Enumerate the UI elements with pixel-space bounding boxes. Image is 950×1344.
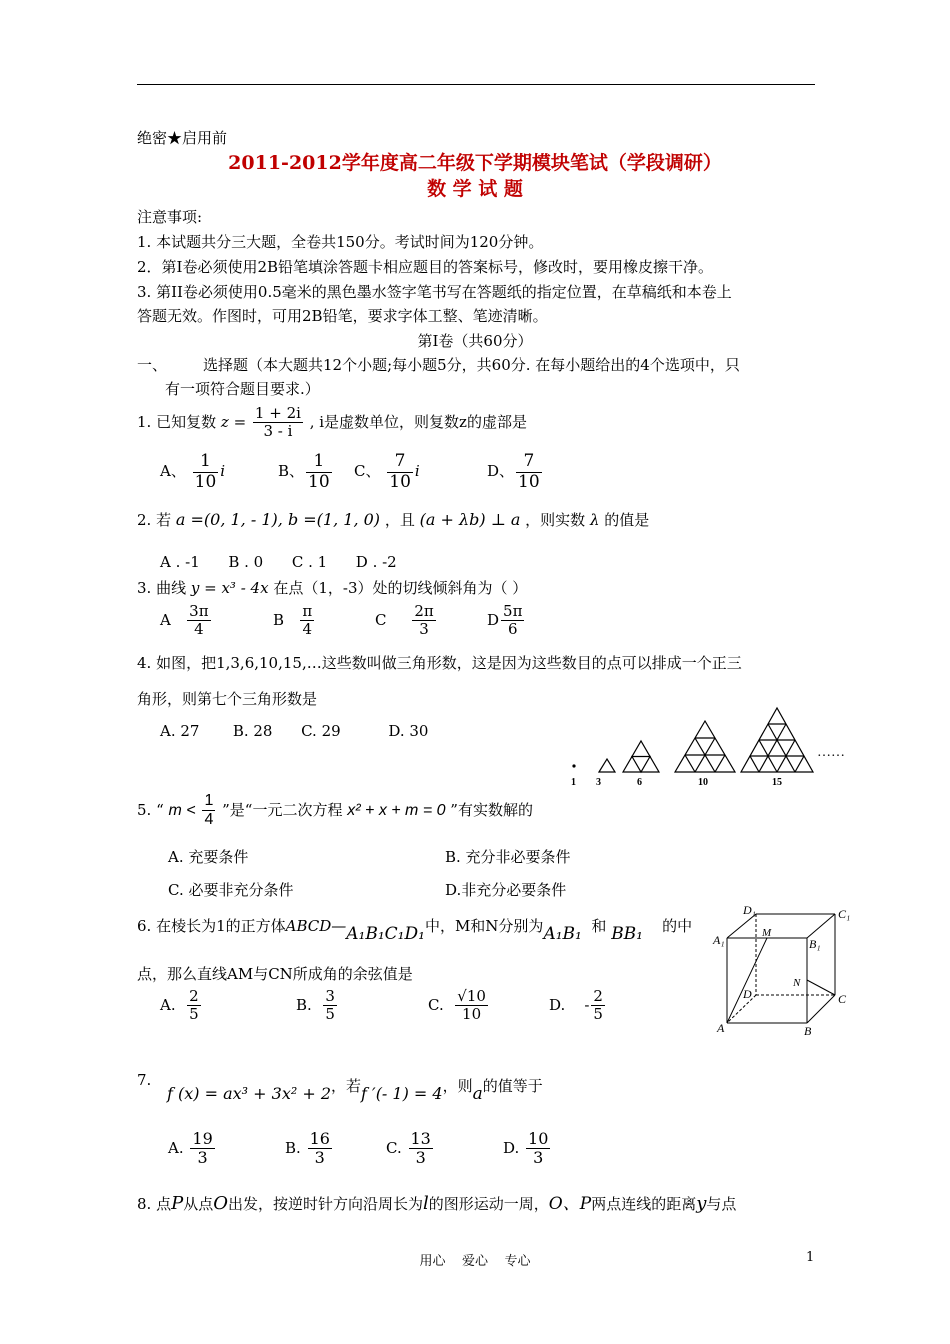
numerator: 19 — [192, 1129, 213, 1148]
option-label: D、 — [487, 462, 515, 481]
question-7-number: 7. — [137, 1071, 152, 1089]
numerator: 1 — [306, 452, 332, 473]
q3-curve: y = x³ - 4x — [190, 579, 269, 597]
denominator: 10 — [194, 471, 217, 492]
part1-heading: 第I卷（共60分） — [417, 332, 533, 350]
q5-option-d[interactable]: D.非充分必要条件 — [445, 881, 567, 899]
option-label: C. — [386, 1138, 402, 1157]
question-7 — [167, 1075, 543, 1104]
section-instructions: 选择题（本大题共12个小题;每小题5分，共60分. 在每小题给出的4个选项中，只 — [203, 356, 740, 374]
option-fraction — [501, 603, 524, 639]
question-6 — [137, 915, 693, 944]
q6-text: 6. 在棱长为1的正方体 — [137, 917, 286, 935]
denominator: 5 — [593, 1005, 603, 1024]
q1-option-a[interactable] — [160, 452, 225, 492]
cube-figure — [710, 900, 855, 1040]
q3-option-c[interactable] — [375, 603, 438, 639]
exam-subject: 数 学 试 题 — [427, 178, 523, 200]
option-fraction — [591, 988, 605, 1024]
denominator: 3 — [533, 1148, 544, 1168]
q6-option-d[interactable] — [549, 988, 607, 1024]
q8-text: 8. 点 — [137, 1195, 172, 1213]
q6-cube-top: A₁B₁C₁D₁ — [346, 924, 425, 944]
option-label: C、 — [354, 462, 381, 481]
numerator: √10 — [457, 987, 486, 1005]
numerator: 13 — [410, 1129, 431, 1148]
vertex-c1: C₁ — [838, 907, 851, 921]
option-fraction — [516, 452, 542, 492]
q1-fraction — [253, 405, 303, 441]
numerator: 2 — [189, 987, 199, 1005]
q1-numerator: 1 + 2i — [254, 404, 301, 422]
denominator: 4 — [194, 620, 204, 639]
q8-point-o: O — [213, 1193, 228, 1214]
q8-text-e: 两点连线的距离 — [591, 1195, 697, 1213]
point-n: N — [793, 977, 801, 989]
option-fraction — [323, 988, 337, 1024]
option-label: A — [160, 610, 171, 629]
q6-cube: ABCD— — [285, 917, 347, 935]
q7-option-b[interactable] — [285, 1130, 334, 1168]
triangle-6 — [623, 741, 659, 772]
option-fraction — [300, 603, 314, 639]
numerator: 10 — [528, 1129, 549, 1148]
q8-length: l — [423, 1193, 429, 1214]
q3-text-post: 在点（1，-3）处的切线倾斜角为（ ） — [273, 579, 528, 597]
section-number: 一、 — [137, 356, 168, 374]
q5-text-post: ”有实数解的 — [450, 800, 533, 819]
label-1: 1 — [571, 777, 576, 788]
denominator: 3 — [197, 1148, 208, 1168]
q6-option-a[interactable] — [160, 988, 203, 1024]
q1-option-b[interactable] — [278, 452, 334, 492]
option-fraction — [308, 1130, 332, 1168]
q1-text: 1. 已知复数 — [137, 412, 217, 431]
question-1 — [137, 405, 527, 441]
option-fraction — [187, 603, 210, 639]
option-label: C. — [428, 995, 444, 1014]
option-label: C — [375, 610, 387, 629]
denominator: 4 — [204, 811, 214, 829]
option-suffix: i — [414, 462, 420, 481]
option-label: A. — [160, 995, 176, 1014]
denominator: 5 — [189, 1005, 199, 1024]
q8-var-y: y — [696, 1193, 707, 1214]
q6-option-c[interactable] — [428, 988, 490, 1024]
question-8 — [137, 1189, 736, 1214]
label-15: 15 — [772, 777, 782, 788]
vertex-b1: B₁ — [809, 937, 821, 951]
q8-points: O、P — [548, 1194, 592, 1214]
q2-text-post: ，则实数 — [525, 511, 586, 529]
option-label: B — [273, 610, 285, 629]
q3-option-a[interactable] — [160, 603, 213, 639]
question-4-cont: 角形，则第七个三角形数是 — [137, 690, 318, 708]
point-m: M — [762, 927, 772, 939]
numerator: π — [302, 602, 313, 620]
denominator: 5 — [325, 1005, 335, 1024]
denominator: 3 — [419, 620, 429, 639]
header-rule — [137, 84, 815, 85]
option-fraction — [306, 452, 332, 492]
q2-lambda: λ — [589, 511, 600, 529]
triangle-15 — [741, 708, 813, 772]
vertex-d1: D₁ — [743, 903, 756, 917]
note-3: 3. 第II卷必须使用0.5毫米的黑色墨水签字笔书写在答题纸的指定位置，在草稿纸和本卷上 — [137, 283, 732, 301]
denominator: 6 — [507, 620, 518, 639]
q5-equation: x² + x + m = 0 — [347, 801, 446, 819]
denominator: 3 — [314, 1148, 325, 1168]
q1-eq: = — [233, 412, 247, 431]
vertex-b: B — [804, 1024, 812, 1038]
question-4: 4. 如图，把1,3,6,10,15,…这些数叫做三角形数，这是因为这些数目的点可以排成一个正三 — [137, 654, 742, 672]
numerator: 1 — [193, 452, 219, 473]
q3-text: 3. 曲线 — [137, 579, 187, 597]
vertex-d: D — [743, 987, 752, 1001]
q8-text-b: 从点 — [183, 1195, 214, 1213]
denominator: 4 — [302, 620, 313, 639]
vertex-a1: A₁ — [713, 933, 725, 947]
numerator: 2π — [414, 602, 434, 620]
q1-var: z — [220, 412, 229, 431]
q8-text-d: 的图形运动一周， — [428, 1195, 549, 1213]
denominator: 10 — [308, 471, 330, 492]
q6-segment-1: A₁B₁ — [543, 924, 582, 944]
q7-condition: f ′(- 1) = 4 — [361, 1084, 443, 1103]
denominator: 10 — [518, 471, 540, 492]
option-suffix: i — [220, 462, 226, 481]
cube-edges — [727, 914, 835, 1023]
numerator: 3 — [325, 987, 335, 1005]
vertex-a: A — [717, 1021, 725, 1035]
q3-option-d[interactable] — [487, 603, 526, 639]
q7-option-a[interactable] — [168, 1130, 217, 1168]
q1-denominator: 3 - i — [263, 422, 293, 441]
question-2 — [137, 509, 649, 530]
option-sign: - — [584, 995, 590, 1014]
numerator: 7 — [516, 452, 542, 473]
numerator: 16 — [309, 1129, 330, 1148]
q7-option-c[interactable] — [386, 1130, 435, 1168]
numerator: 3π — [189, 602, 209, 620]
q3-option-b[interactable] — [273, 603, 316, 639]
q1-text-post: , i是虚数单位，则复数z的虚部是 — [309, 412, 527, 431]
figure-ellipsis: …… — [817, 745, 845, 760]
q2-text: 2. 若 — [137, 511, 172, 529]
option-label: D. — [503, 1138, 520, 1157]
q5-fraction — [202, 792, 215, 830]
q2-text-mid: ，且 — [384, 511, 415, 529]
note-3-cont: 答题无效。作图时，可用2B铅笔，要求字体工整、笔迹清晰。 — [137, 307, 548, 325]
triangle-3 — [599, 759, 615, 772]
q6-text-mid: 中，M和N分别为 — [424, 917, 544, 935]
q6-and: 和 — [591, 917, 607, 935]
q5-text: 5. “ — [137, 800, 164, 819]
denominator: 10 — [462, 1005, 482, 1024]
label-3: 3 — [596, 777, 601, 788]
q7-function: f (x) = ax³ + 3x² + 2 — [167, 1084, 332, 1103]
q8-text-f: 与点 — [706, 1195, 737, 1213]
question-3 — [137, 577, 527, 598]
q6-option-b[interactable] — [296, 988, 339, 1024]
footer-motto: 用心 爱心 专心 — [419, 1254, 531, 1269]
dot — [572, 764, 575, 767]
option-fraction — [412, 603, 435, 639]
q2-vectors: a =(0, 1, - 1), b =(1, 1, 0) — [175, 510, 381, 529]
numerator: 1 — [202, 792, 215, 811]
q5-text-mid: ”是“一元二次方程 — [222, 800, 343, 819]
triangle-numbers-figure — [565, 703, 855, 793]
denominator: 3 — [415, 1148, 426, 1168]
numerator: 2 — [593, 987, 603, 1005]
q7-text-post: ，则 — [442, 1077, 473, 1095]
section-instructions-cont: 有一项符合题目要求.） — [165, 380, 320, 398]
label-10: 10 — [698, 777, 708, 788]
option-fraction — [526, 1130, 550, 1168]
q2-text-end: 的值是 — [604, 511, 650, 529]
q1-option-d[interactable] — [487, 452, 544, 492]
notes-heading: 注意事项: — [137, 208, 203, 226]
question-6-cont: 点，那么直线AM与CN所成角的余弦值是 — [137, 965, 413, 983]
q2-options[interactable]: A . -1 B . 0 C . 1 D . -2 — [160, 553, 397, 571]
q6-text-post: 的中 — [662, 917, 693, 935]
page-number: 1 — [806, 1250, 815, 1265]
option-label: A. — [168, 1138, 184, 1157]
numerator: 5π — [503, 602, 523, 620]
option-fraction — [409, 1130, 433, 1168]
q7-option-d[interactable] — [503, 1130, 552, 1168]
option-label: B. — [296, 995, 312, 1014]
note-1: 1. 本试题共分三大题，全卷共150分。考试时间为120分钟。 — [137, 233, 544, 251]
q7-text-mid: ，若 — [331, 1077, 362, 1095]
q5-option-a[interactable]: A. 充要条件 — [168, 848, 249, 866]
q8-point-p: P — [171, 1193, 184, 1214]
q5-option-b[interactable]: B. 充分非必要条件 — [445, 848, 571, 866]
option-fraction — [387, 452, 413, 492]
question-5 — [137, 792, 533, 830]
q5-option-c[interactable]: C. 必要非充分条件 — [168, 881, 294, 899]
option-label: B. — [285, 1138, 301, 1157]
option-fraction — [193, 452, 219, 492]
q5-inequality: m < — [168, 801, 196, 819]
q7-var: a — [472, 1084, 483, 1104]
option-label: D — [487, 610, 500, 629]
option-label: D. — [549, 995, 566, 1014]
q6-segment-2: BB₁ — [611, 924, 643, 944]
secret-label: 绝密★启用前 — [137, 129, 228, 147]
option-label: A、 — [160, 462, 186, 481]
option-label: B、 — [278, 462, 305, 481]
exam-title: 2011-2012学年度高二年级下学期模块笔试（学段调研） — [228, 152, 722, 174]
note-2: 2．第I卷必须使用2B铅笔填涂答题卡相应题目的答案标号，修改时，要用橡皮擦干净。 — [137, 258, 714, 276]
q7-text-end: 的值等于 — [482, 1077, 543, 1095]
q8-text-c: 出发，按逆时针方向沿周长为 — [228, 1195, 424, 1213]
q2-condition: (a + λb) ⊥ a — [419, 510, 521, 529]
option-fraction — [455, 988, 488, 1024]
q1-option-c[interactable] — [354, 452, 420, 492]
option-fraction — [187, 988, 201, 1024]
vertex-c: C — [838, 992, 847, 1006]
label-6: 6 — [637, 777, 642, 788]
triangle-10 — [675, 721, 735, 772]
numerator: 7 — [387, 452, 413, 473]
q4-options[interactable]: A. 27 B. 28 C. 29 D. 30 — [160, 722, 429, 740]
option-fraction — [190, 1130, 214, 1168]
denominator: 10 — [389, 471, 411, 492]
